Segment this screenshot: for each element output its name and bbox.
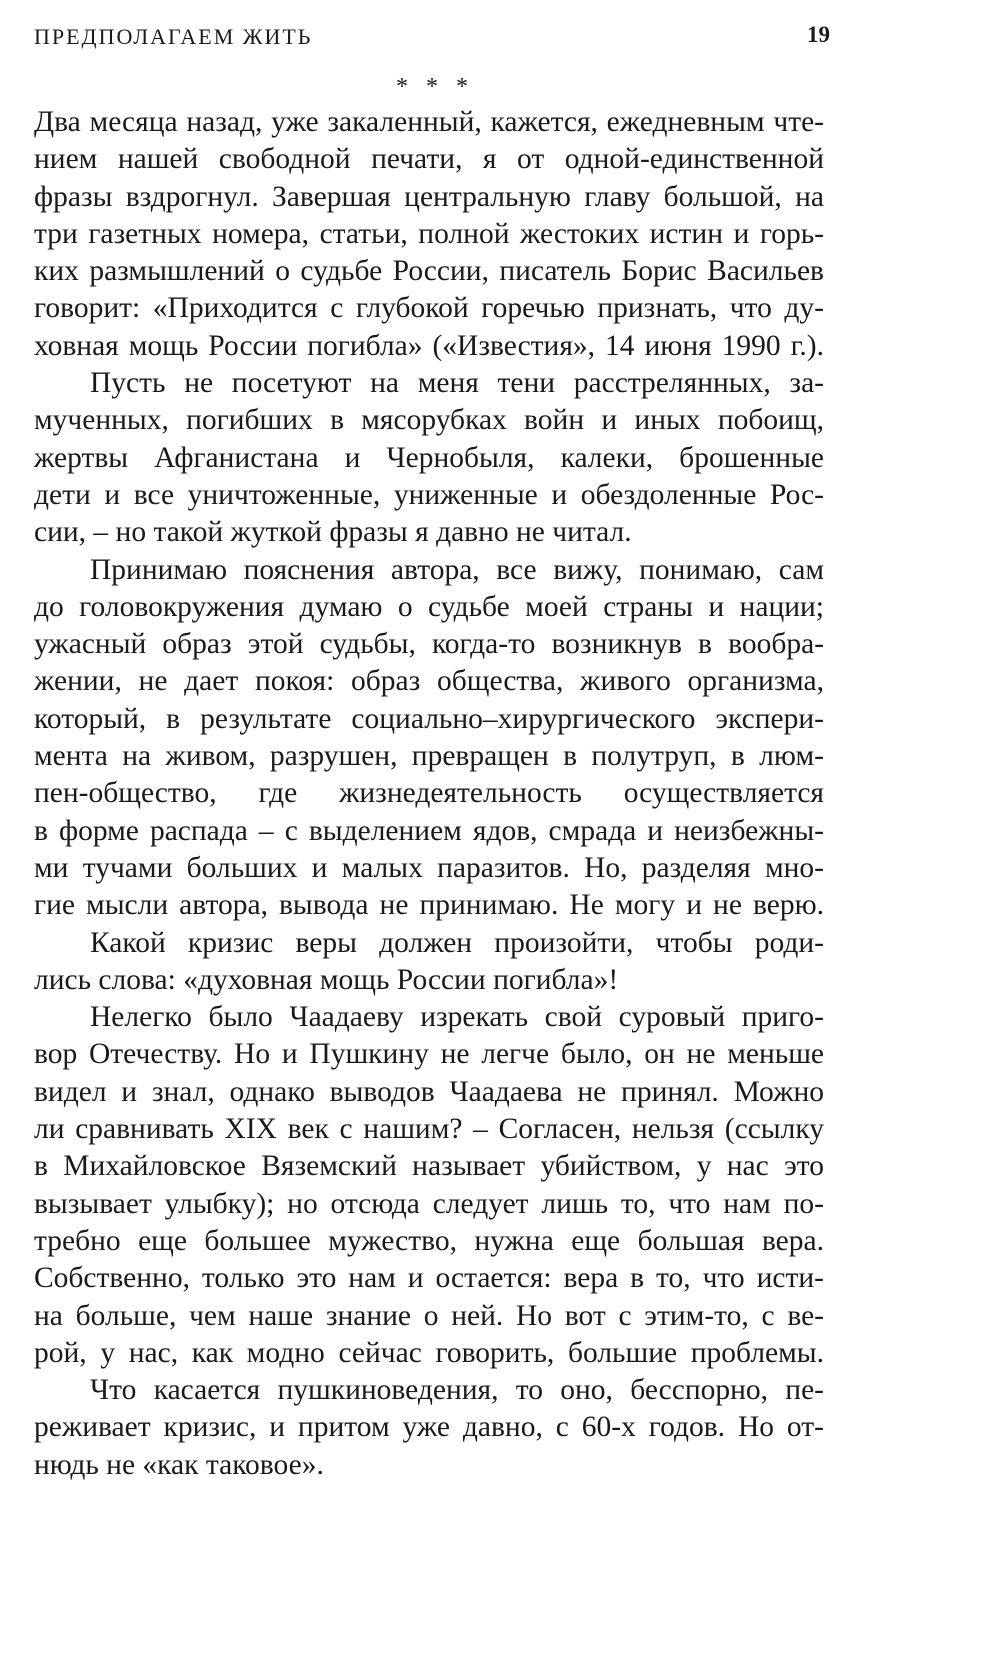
running-head: ПРЕДПОЛАГАЕМ ЖИТЬ xyxy=(34,24,313,49)
text-line: рой, у нас, как модно сейчас говорить, большие проблемы. xyxy=(34,1336,824,1369)
paragraph xyxy=(34,925,824,1000)
text-line: который, в результате социально–хирургического экспери- xyxy=(34,702,824,735)
text-line: три газетных номера, статьи, полной жестоких истин и горь- xyxy=(34,217,824,250)
text-line: ми тучами больших и малых паразитов. Но, разделяя мно- xyxy=(34,851,824,884)
text-line: вызывает улыбку); но отсюда следует лишь то, что нам по- xyxy=(34,1187,824,1220)
text-line: нюдь не «как таковое». xyxy=(34,1448,324,1481)
body-text xyxy=(34,104,824,1484)
text-line: мученных, погибших в мясорубках войн и иных побоищ, xyxy=(34,404,824,437)
paragraph xyxy=(34,552,824,925)
text-line: дети и все уничтоженные, униженные и обездоленные Рос- xyxy=(34,478,824,511)
text-line: лись слова: «духовная мощь России погибла»! xyxy=(34,963,619,996)
text-line: на больше, чем наше знание о ней. Но вот с этим-то, с ве- xyxy=(34,1299,824,1332)
text-line: жении, не дает покоя: образ общества, живого организма, xyxy=(34,665,824,698)
text-line: Что касается пушкиноведения, то оно, бесспорно, пе- xyxy=(90,1374,824,1407)
text-line: ховная мощь России погибла» («Известия», 14 июня 1990 г.). xyxy=(34,329,824,362)
text-line: реживает кризис, и притом уже давно, с 60-х годов. Но от- xyxy=(34,1411,824,1444)
text-line: Два месяца назад, уже закаленный, кажется, ежедневным чте- xyxy=(34,106,824,138)
text-line: нием нашей свободной печати, я от одной-единственной xyxy=(34,143,824,176)
text-line: в Михайловское Вяземский называет убийством, у нас это xyxy=(34,1150,824,1183)
text-line: видел и знал, однако выводов Чаадаева не принял. Можно xyxy=(34,1075,824,1108)
text-line: ли сравнивать XIX век с нашим? – Согласен, нельзя (ссылку xyxy=(34,1113,824,1146)
text-line: говорит: «Приходится с глубокой горечью признать, что ду- xyxy=(34,292,824,325)
text-line: в форме распада – с выделением ядов, смрада и неизбежны- xyxy=(34,814,824,847)
text-line: требно еще большее мужество, нужна еще большая вера. xyxy=(34,1224,824,1257)
text-line: Собственно, только это нам и остается: вера в то, что исти- xyxy=(34,1262,824,1295)
text-line: Пусть не посетуют на меня тени расстрелянных, за- xyxy=(90,367,824,400)
text-line: сии, – но такой жуткой фразы я давно не читал. xyxy=(34,516,632,549)
text-line: вор Отечеству. Но и Пушкину не легче было, он не меньше xyxy=(34,1038,824,1071)
text-line: жертвы Афганистана и Чернобыля, калеки, брошенные xyxy=(34,441,824,474)
text-line: Нелегко было Чаадаеву изрекать свой суровый приго- xyxy=(90,1001,824,1034)
text-line: мента на живом, разрушен, превращен в полутруп, в люм- xyxy=(34,740,824,773)
paragraph xyxy=(34,365,824,551)
text-line: до головокружения думаю о судьбе моей страны и нации; xyxy=(34,590,824,623)
text-line: ких размышлений о судьбе России, писатель Борис Васильев xyxy=(34,255,824,288)
section-divider: * * * xyxy=(396,74,474,100)
text-line: пен-общество, где жизнедеятельность осуществляется xyxy=(34,777,824,810)
text-line: ужасный образ этой судьбы, когда-то возникнув в вообра- xyxy=(34,628,824,661)
text-line: фразы вздрогнул. Завершая центральную главу большой, на xyxy=(34,180,824,213)
page-number: 19 xyxy=(807,22,830,47)
text-line: Какой кризис веры должен произойти, чтобы роди- xyxy=(90,926,824,959)
paragraph xyxy=(34,1372,824,1484)
text-line: гие мысли автора, вывода не принимаю. Не могу и не верю. xyxy=(34,889,824,922)
text-line: Принимаю пояснения автора, все вижу, понимаю, сам xyxy=(90,553,824,586)
paragraph xyxy=(34,999,824,1372)
paragraph xyxy=(34,104,824,365)
